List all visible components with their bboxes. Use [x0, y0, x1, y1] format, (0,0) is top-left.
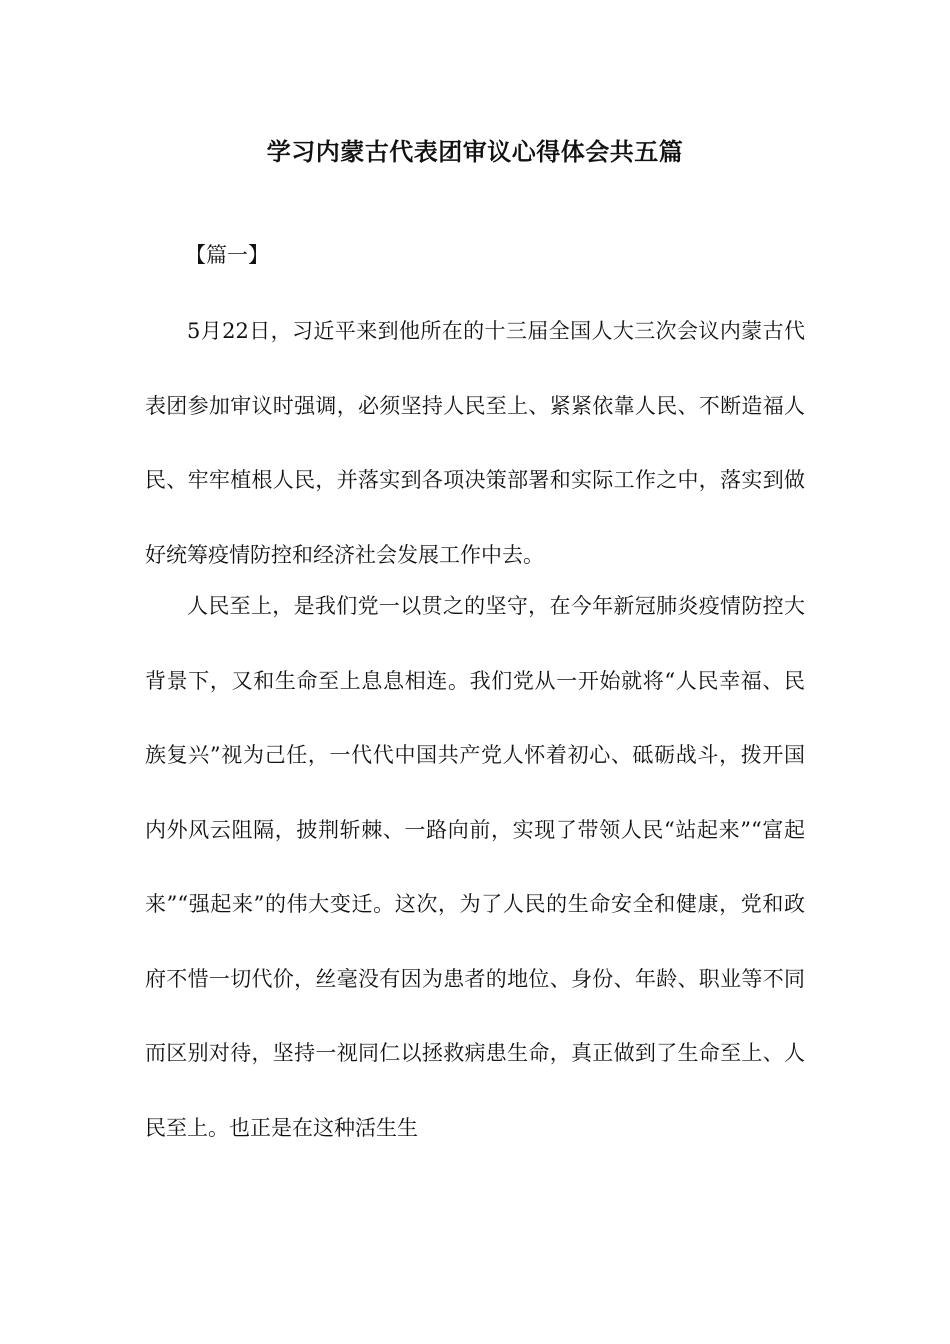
paragraph-1: 5月22日，习近平来到他所在的十三届全国人大三次会议内蒙古代表团参加审议时强调，必须坚持人民至上、紧紧依靠人民、不断造福人民、牢牢植根人民，并落实到各项决策部署和实际工作之中，落实到做好统筹疫情防控和经济社会发展工作中去。 — [145, 319, 805, 567]
document-title: 学习内蒙古代表团审议心得体会共五篇 — [266, 138, 684, 166]
section-heading: 【篇一】 — [185, 243, 269, 267]
paragraph-2: 人民至上，是我们党一以贯之的坚守，在今年新冠肺炎疫情防控大背景下，又和生命至上息息相连。我们党从一开始就将“人民幸福、民族复兴”视为己任，一代代中国共产党人怀着初心、砥砺战斗，拨开国内外风云阻隔，披荆斩棘、一路向前，实现了带领人民“站起来”“富起来”“强起来”的伟大变迁。这次，为了人民的生命安全和健康，党和政府不惜一切代价，丝毫没有因为患者的地位、身份、年龄、职业等不同而区别对待，坚持一视同仁以拯救病患生命，真正做到了生命至上、人民至上。也正是在这种活生生 — [145, 594, 805, 1140]
